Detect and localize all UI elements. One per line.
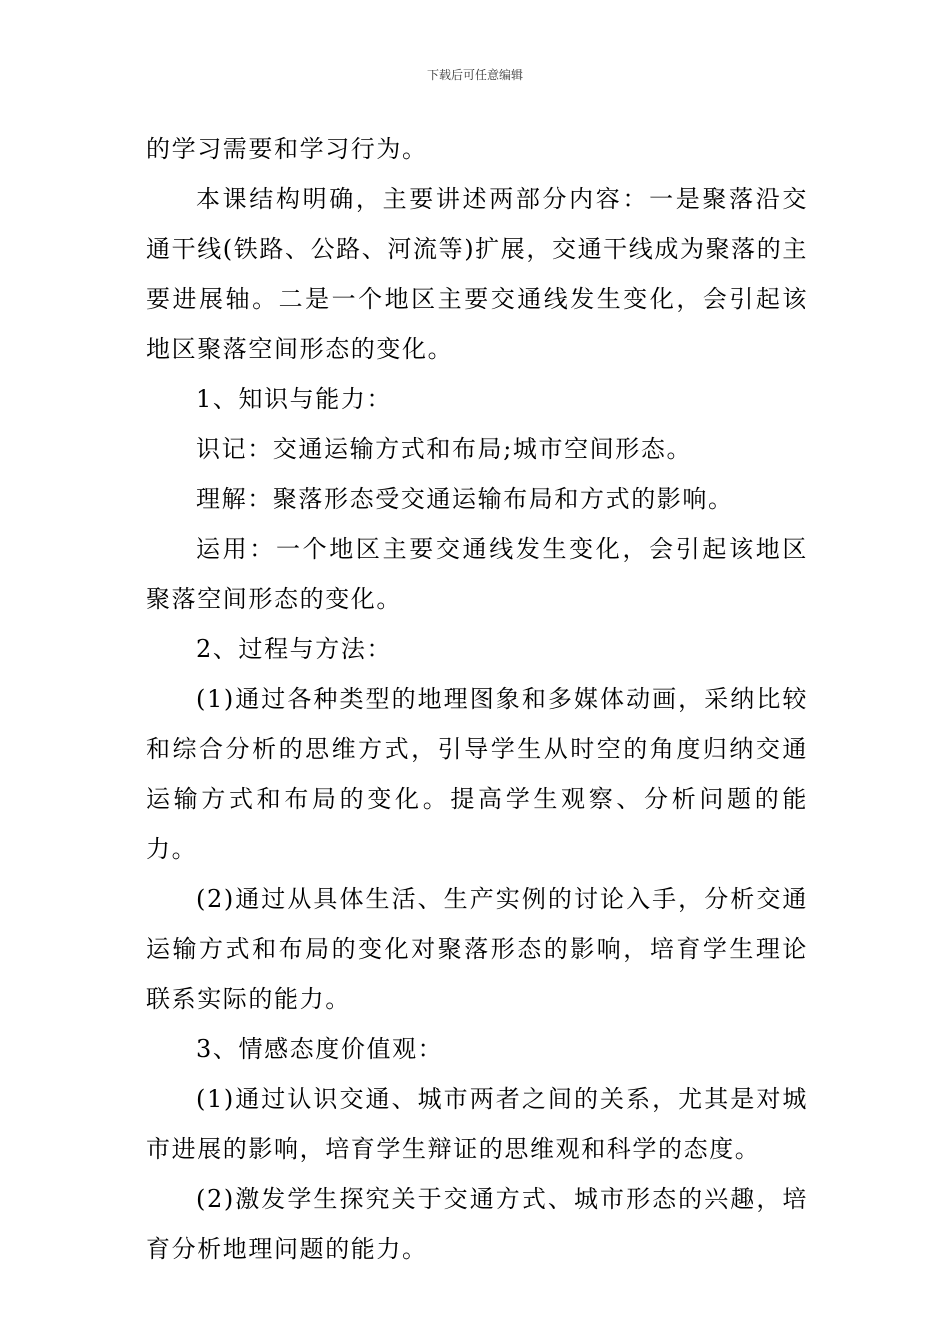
paragraph: (2)激发学生探究关于交通方式、城市形态的兴趣，培育分析地理问题的能力。 (146, 1185, 808, 1263)
paragraph: (1)通过各种类型的地理图象和多媒体动画，采纳比较和综合分析的思维方式，引导学生从时空的角度归纳交通运输方式和布局的变化。提高学生观察、分析问题的能力。 (146, 685, 808, 863)
section-heading: 3、情感态度价值观： (196, 1035, 444, 1063)
paragraph: 的学习需要和学习行为。 (146, 135, 428, 163)
paragraph: 理解：聚落形态受交通运输布局和方式的影响。 (196, 485, 734, 513)
paragraph: 识记：交通运输方式和布局;城市空间形态。 (196, 435, 693, 463)
section-heading: 2、过程与方法： (196, 635, 393, 663)
paragraph: (2)通过从具体生活、生产实例的讨论入手，分析交通运输方式和布局的变化对聚落形态的影响，培育学生理论联系实际的能力。 (146, 885, 808, 1013)
paragraph: 本课结构明确，主要讲述两部分内容：一是聚落沿交通干线(铁路、公路、河流等)扩展，交通干线成为聚落的主要进展轴。二是一个地区主要交通线发生变化，会引起该地区聚落空间形态的变化。 (146, 185, 808, 363)
section-heading: 1、知识与能力： (196, 385, 393, 413)
page-header: 下载后可任意编辑 (426, 68, 523, 82)
document-body (146, 124, 808, 1274)
paragraph: (1)通过认识交通、城市两者之间的关系，尤其是对城市进展的影响，培育学生辩证的思维观和科学的态度。 (146, 1085, 808, 1163)
paragraph: 运用：一个地区主要交通线发生变化，会引起该地区聚落空间形态的变化。 (146, 535, 808, 613)
